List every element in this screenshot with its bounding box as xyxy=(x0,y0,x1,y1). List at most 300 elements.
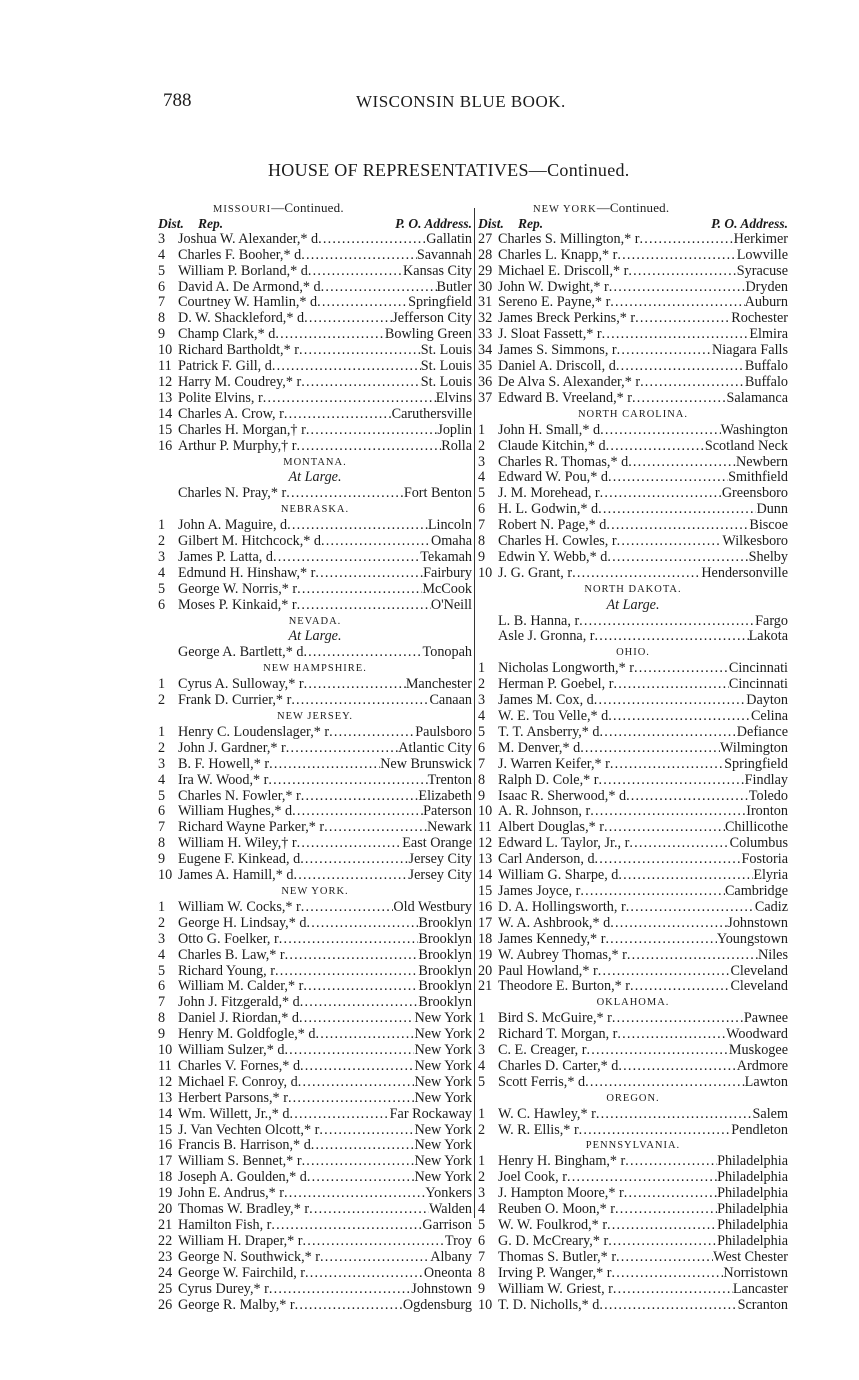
post-office: Ardmore xyxy=(736,1058,788,1074)
post-office: Canaan xyxy=(429,693,472,709)
rep-name: De Alva S. Alexander,* r xyxy=(498,374,641,390)
post-office: Gallatin xyxy=(426,231,472,247)
rep-name: William S. Bennet,* r xyxy=(178,1154,302,1170)
representative-entry xyxy=(158,1234,472,1250)
district-number: 9 xyxy=(478,548,486,565)
rep-name: Michael E. Driscoll,* r xyxy=(498,263,629,279)
post-office: Fostoria xyxy=(741,852,788,868)
dot-leader xyxy=(596,1107,753,1123)
district-number: 7 xyxy=(158,294,166,311)
at-large-heading: At Large. xyxy=(288,628,342,645)
post-office: Cincinnati xyxy=(728,677,788,693)
rep-name: Richard Young, r xyxy=(178,963,275,979)
district-number: 6 xyxy=(158,803,166,820)
district-number: 3 xyxy=(478,1185,486,1202)
dot-leader xyxy=(612,1011,744,1027)
rep-name: John J. Gardner,* r xyxy=(178,740,286,756)
post-office: Bowling Green xyxy=(384,327,472,343)
rep-name: J. M. Morehead, r xyxy=(498,486,600,502)
dot-leader xyxy=(627,948,758,964)
entry-text xyxy=(178,359,472,375)
district-number: 6 xyxy=(158,278,166,295)
dot-leader xyxy=(617,343,712,359)
rep-name: Charles N. Fowler,* r xyxy=(178,788,301,804)
post-office: Celina xyxy=(750,709,788,724)
state-heading xyxy=(158,884,472,900)
dot-leader xyxy=(602,327,750,343)
dot-leader xyxy=(317,295,408,311)
dot-leader xyxy=(608,709,751,725)
representative-entry xyxy=(478,280,788,296)
state-name: NEW HAMPSHIRE. xyxy=(263,663,367,675)
dot-leader xyxy=(634,661,729,677)
dot-leader xyxy=(598,773,744,789)
representative-entry xyxy=(478,614,788,630)
dot-leader xyxy=(617,248,736,264)
rep-name: W. W. Foulkrod,* r xyxy=(498,1218,608,1233)
column-headers xyxy=(158,216,472,232)
entry-text xyxy=(178,725,472,741)
post-office: Dryden xyxy=(745,279,788,295)
post-office: Scranton xyxy=(737,1297,788,1313)
entry-text xyxy=(178,1298,472,1314)
dot-leader xyxy=(315,566,423,582)
running-title: WISCONSIN BLUE BOOK. xyxy=(356,92,566,111)
rep-name: William M. Calder,* r xyxy=(178,979,304,995)
post-office: Brooklyn xyxy=(418,979,472,995)
entry-text xyxy=(178,486,472,502)
representative-entry xyxy=(478,1298,788,1314)
dot-leader xyxy=(271,1218,422,1234)
rep-name: Reuben O. Moon,* r xyxy=(498,1202,616,1218)
column-divider xyxy=(474,208,475,1218)
entry-text xyxy=(498,311,788,327)
state-name: OHIO. xyxy=(616,647,650,659)
entry-text xyxy=(498,979,788,995)
district-number: 1 xyxy=(158,898,166,915)
rep-name: George W. Norris,* r xyxy=(178,581,298,597)
address-header: P. O. Address. xyxy=(395,215,472,231)
rep-name: Charles B. Law,* r xyxy=(178,947,285,963)
district-number: 17 xyxy=(478,914,493,931)
post-office: New York xyxy=(414,1170,472,1186)
representative-entry xyxy=(478,455,788,471)
district-number: 12 xyxy=(158,373,173,390)
entry-text xyxy=(178,391,472,407)
rep-name: C. E. Creager, r xyxy=(498,1043,587,1059)
entry-text xyxy=(498,295,788,311)
rep-name: Edward L. Taylor, Jr., r xyxy=(498,836,630,852)
district-number: 29 xyxy=(478,262,493,279)
dot-leader xyxy=(287,518,428,534)
post-office: Garrison xyxy=(422,1218,472,1233)
post-office: Findlay xyxy=(744,772,788,788)
representative-entry xyxy=(478,264,788,280)
district-number: 3 xyxy=(158,548,166,565)
rep-name: David A. De Armond,* d xyxy=(178,279,321,295)
dot-leader xyxy=(286,741,399,757)
district-number: 6 xyxy=(158,596,166,613)
dot-leader xyxy=(585,1075,745,1091)
district-number: 33 xyxy=(478,326,493,343)
dot-leader xyxy=(301,900,394,916)
rep-name: Ira W. Wood,* r xyxy=(178,772,269,788)
district-number: 8 xyxy=(158,310,166,327)
district-number: 1 xyxy=(478,660,486,677)
entry-text xyxy=(498,1170,788,1186)
rep-name: J. Hampton Moore,* r xyxy=(498,1186,624,1202)
rep-name: John W. Dwight,* r xyxy=(498,279,609,295)
representative-entry xyxy=(478,375,788,391)
dot-leader xyxy=(307,1170,415,1186)
entry-text xyxy=(498,566,788,582)
entry-text xyxy=(178,375,472,391)
post-office: Auburn xyxy=(744,295,788,311)
dot-leader xyxy=(632,391,727,407)
entry-text xyxy=(178,677,472,693)
entry-text xyxy=(498,264,788,280)
entry-text xyxy=(498,1282,788,1298)
representative-entry xyxy=(158,1170,472,1186)
state-name: NEVADA. xyxy=(288,615,342,627)
state-name: NORTH DAKOTA. xyxy=(584,583,682,595)
dot-leader xyxy=(289,1107,389,1123)
entry-text xyxy=(178,645,472,661)
representative-entry xyxy=(158,1298,472,1314)
representative-entry xyxy=(478,916,788,932)
district-number: 5 xyxy=(158,580,166,597)
state-name: PENNSYLVANIA. xyxy=(585,1140,681,1152)
dot-leader xyxy=(604,820,725,836)
rep-name: W. E. Tou Velle,* d xyxy=(498,709,609,724)
rep-name: W. R. Ellis,* r xyxy=(498,1122,579,1138)
dot-leader xyxy=(599,1298,737,1314)
district-number: 13 xyxy=(478,851,493,868)
representative-entry xyxy=(158,773,472,789)
entry-text xyxy=(498,852,788,868)
representative-entry xyxy=(158,311,472,327)
district-number: 6 xyxy=(478,1232,486,1249)
post-office: St. Louis xyxy=(420,343,472,359)
rep-name: Joseph A. Goulden,* d xyxy=(178,1170,307,1186)
post-office: Rochester xyxy=(731,311,788,327)
district-number: 2 xyxy=(158,692,166,709)
dot-leader xyxy=(316,1027,415,1043)
representative-entry xyxy=(478,1059,788,1075)
dot-leader xyxy=(291,693,429,709)
entry-text xyxy=(178,1091,472,1107)
representative-entry xyxy=(158,804,472,820)
dot-leader xyxy=(580,884,725,900)
district-number: 1 xyxy=(158,517,166,534)
dot-leader xyxy=(321,534,431,550)
state-heading xyxy=(478,995,788,1011)
representative-entry xyxy=(478,232,788,248)
entry-text xyxy=(178,948,472,964)
representative-entry xyxy=(158,439,472,455)
state-heading xyxy=(158,200,472,216)
dot-leader xyxy=(300,852,408,868)
entry-text xyxy=(498,359,788,375)
representative-entry xyxy=(478,773,788,789)
entry-text xyxy=(498,502,788,518)
page-number: 788 xyxy=(163,90,192,111)
representative-entry xyxy=(478,900,788,916)
representative-entry xyxy=(478,1250,788,1266)
post-office: Salem xyxy=(752,1106,788,1122)
rep-name: Bird S. McGuire,* r xyxy=(498,1011,612,1027)
left-column xyxy=(158,200,472,1313)
representative-entry xyxy=(478,295,788,311)
district-number: 13 xyxy=(158,389,173,406)
representative-entry xyxy=(478,343,788,359)
dot-leader xyxy=(579,614,755,630)
district-number: 11 xyxy=(478,819,492,836)
post-office: Fargo xyxy=(755,613,788,629)
dot-leader xyxy=(628,264,736,280)
post-office: St. Louis xyxy=(420,359,472,375)
dot-leader xyxy=(279,932,419,948)
rep-name: J. Sloat Fassett,* r xyxy=(498,327,602,343)
post-office: Philadelphia xyxy=(717,1154,788,1170)
district-number: 9 xyxy=(478,787,486,804)
post-office: Woodward xyxy=(726,1027,788,1043)
representative-entry xyxy=(478,836,788,852)
entry-text xyxy=(498,932,788,948)
rep-name: W. A. Ashbrook,* d xyxy=(498,915,611,931)
entry-text xyxy=(178,264,472,280)
rep-name: Daniel J. Riordan,* d xyxy=(178,1011,299,1027)
entry-text xyxy=(498,343,788,359)
post-office: Caruthersville xyxy=(391,406,472,422)
rep-name: Charles S. Millington,* r xyxy=(498,231,640,247)
post-office: Cleveland xyxy=(730,979,788,995)
district-number: 14 xyxy=(478,867,493,884)
district-number: 19 xyxy=(478,946,493,963)
post-office: McCook xyxy=(422,581,472,597)
district-number: 19 xyxy=(158,1185,173,1202)
post-office: Dunn xyxy=(756,502,788,518)
dot-leader xyxy=(618,1059,736,1075)
post-office: New York xyxy=(414,1122,472,1138)
post-office: Hendersonville xyxy=(701,565,788,581)
rep-name: Claude Kitchin,* d xyxy=(498,438,606,454)
rep-name: William W. Griest, r xyxy=(498,1281,613,1297)
rep-name: Asle J. Gronna, r xyxy=(498,629,595,645)
dot-leader xyxy=(608,1234,717,1250)
post-office: Savannah xyxy=(416,247,472,263)
representative-entry xyxy=(158,1250,472,1266)
dot-leader xyxy=(319,1123,414,1139)
post-office: Johnstown xyxy=(411,1281,472,1297)
entry-text xyxy=(178,979,472,995)
entry-text xyxy=(178,311,472,327)
entry-text xyxy=(178,1218,472,1234)
post-office: Brooklyn xyxy=(418,947,472,963)
entry-text xyxy=(178,582,472,598)
representative-entry xyxy=(478,423,788,439)
dot-leader xyxy=(263,391,436,407)
district-number: 7 xyxy=(478,517,486,534)
representative-entry xyxy=(158,1075,472,1091)
entry-text xyxy=(498,534,788,550)
post-office: Omaha xyxy=(431,534,472,550)
district-number: 15 xyxy=(478,882,493,899)
district-number: 1 xyxy=(158,676,166,693)
state-name: NEW JERSEY. xyxy=(277,711,353,722)
district-number: 3 xyxy=(478,453,486,470)
post-office: New York xyxy=(414,1090,472,1106)
post-office: Norristown xyxy=(723,1265,788,1281)
district-number: 24 xyxy=(158,1264,173,1281)
representative-entry xyxy=(158,359,472,375)
dot-leader xyxy=(302,1154,415,1170)
district-number: 10 xyxy=(158,867,173,884)
representative-entry xyxy=(158,789,472,805)
dot-leader xyxy=(288,1091,415,1107)
rep-name: Charles A. Crow, r xyxy=(178,406,284,422)
entry-text xyxy=(178,1043,472,1059)
district-number: 6 xyxy=(478,501,486,518)
dot-leader xyxy=(297,582,422,598)
representative-entry xyxy=(478,932,788,948)
dot-leader xyxy=(594,693,746,709)
state-heading xyxy=(158,502,472,518)
rep-name: Joel Cook, r xyxy=(498,1170,567,1186)
representative-entry xyxy=(158,757,472,773)
dot-leader xyxy=(298,1075,415,1091)
representative-entry xyxy=(478,1186,788,1202)
state-name: OKLAHOMA. xyxy=(596,997,670,1009)
rep-name: Cyrus Durey,* r xyxy=(178,1281,269,1297)
dot-leader xyxy=(598,964,731,980)
rep-name: J. Warren Keifer,* r xyxy=(498,756,610,772)
dot-leader xyxy=(268,773,427,789)
dist-header: Dist. xyxy=(158,215,184,231)
post-office: Trenton xyxy=(427,772,472,788)
entry-text xyxy=(178,1107,472,1123)
post-office: Joplin xyxy=(437,422,472,438)
dot-leader xyxy=(610,757,724,773)
representative-entry xyxy=(158,677,472,693)
rep-name: George R. Malby,* r xyxy=(178,1297,295,1313)
representative-entry xyxy=(478,820,788,836)
post-office: Brooklyn xyxy=(418,931,472,947)
representative-entry xyxy=(158,836,472,852)
district-number: 4 xyxy=(478,1201,486,1218)
dot-leader xyxy=(607,1218,717,1234)
entry-text xyxy=(498,1107,788,1123)
post-office: West Chester xyxy=(713,1249,788,1265)
post-office: Defiance xyxy=(736,724,788,740)
district-number: 9 xyxy=(158,326,166,343)
rep-name: Charles R. Thomas,* d xyxy=(498,454,629,470)
dot-leader xyxy=(306,916,418,932)
entry-text xyxy=(498,1027,788,1043)
entry-text xyxy=(498,677,788,693)
post-office: New York xyxy=(414,1138,472,1154)
district-number: 4 xyxy=(158,564,166,581)
rep-name: T. T. Ansberry,* d xyxy=(498,724,600,740)
post-office: Atlantic City xyxy=(398,740,472,756)
representative-entry xyxy=(158,1202,472,1218)
post-office: Lakota xyxy=(748,629,788,645)
representative-entry xyxy=(478,1234,788,1250)
representative-entry xyxy=(158,550,472,566)
entry-text xyxy=(498,661,788,677)
district-number: 3 xyxy=(158,930,166,947)
post-office: Elvins xyxy=(435,390,472,406)
dot-leader xyxy=(284,1186,425,1202)
post-office: Jersey City xyxy=(408,868,472,884)
entry-text xyxy=(498,804,788,820)
representative-entry xyxy=(478,1218,788,1234)
rep-name: Moses P. Kinkaid,* r xyxy=(178,597,297,613)
representative-entry xyxy=(478,1154,788,1170)
representative-entry xyxy=(158,948,472,964)
state-heading xyxy=(158,709,472,725)
district-number: 2 xyxy=(478,1121,486,1138)
post-office: Jefferson City xyxy=(392,311,472,327)
district-number: 1 xyxy=(478,1105,486,1122)
rep-name: Polite Elvins, r xyxy=(178,390,263,406)
district-number: 16 xyxy=(478,898,493,915)
representative-entry xyxy=(158,916,472,932)
district-number: 8 xyxy=(478,533,486,550)
dot-leader xyxy=(600,423,720,439)
dot-leader xyxy=(284,1043,414,1059)
entry-text xyxy=(178,964,472,980)
entry-text xyxy=(178,868,472,884)
post-office: Pawnee xyxy=(743,1011,788,1027)
district-number: 12 xyxy=(478,835,493,852)
representative-entry xyxy=(478,248,788,264)
dot-leader xyxy=(284,407,392,423)
dot-leader xyxy=(329,725,415,741)
rep-name: Carl Anderson, d xyxy=(498,852,595,868)
entry-text xyxy=(498,439,788,455)
district-number: 10 xyxy=(478,803,493,820)
representative-entry xyxy=(158,741,472,757)
rep-name: W. Aubrey Thomas,* r xyxy=(498,947,627,963)
district-number: 2 xyxy=(478,1169,486,1186)
post-office: Smithfield xyxy=(728,470,788,486)
rep-name: T. D. Nicholls,* d xyxy=(498,1297,600,1313)
state-heading xyxy=(478,582,788,598)
representative-entry xyxy=(478,327,788,343)
entry-text xyxy=(498,550,788,566)
post-office: Yonkers xyxy=(425,1186,472,1202)
post-office: Lancaster xyxy=(732,1281,788,1297)
representative-entry xyxy=(478,979,788,995)
state-name: NEW YORK. xyxy=(281,885,349,897)
post-office: Niles xyxy=(758,947,788,963)
state-name: NEBRASKA. xyxy=(280,504,350,516)
dot-leader xyxy=(295,1298,403,1314)
representative-entry xyxy=(158,598,472,614)
entry-text xyxy=(178,804,472,820)
post-office: Johnstown xyxy=(727,915,788,931)
rep-name: Cyrus A. Sulloway,* r xyxy=(178,677,304,693)
district-number: 25 xyxy=(158,1280,173,1297)
post-office: Biscoe xyxy=(749,518,788,534)
district-number: 6 xyxy=(158,978,166,995)
rep-name: Nicholas Longworth,* r xyxy=(498,661,634,677)
dot-leader xyxy=(301,789,419,805)
entry-text xyxy=(178,1202,472,1218)
district-number: 1 xyxy=(478,421,486,438)
rep-name: William W. Cocks,* r xyxy=(178,899,301,915)
